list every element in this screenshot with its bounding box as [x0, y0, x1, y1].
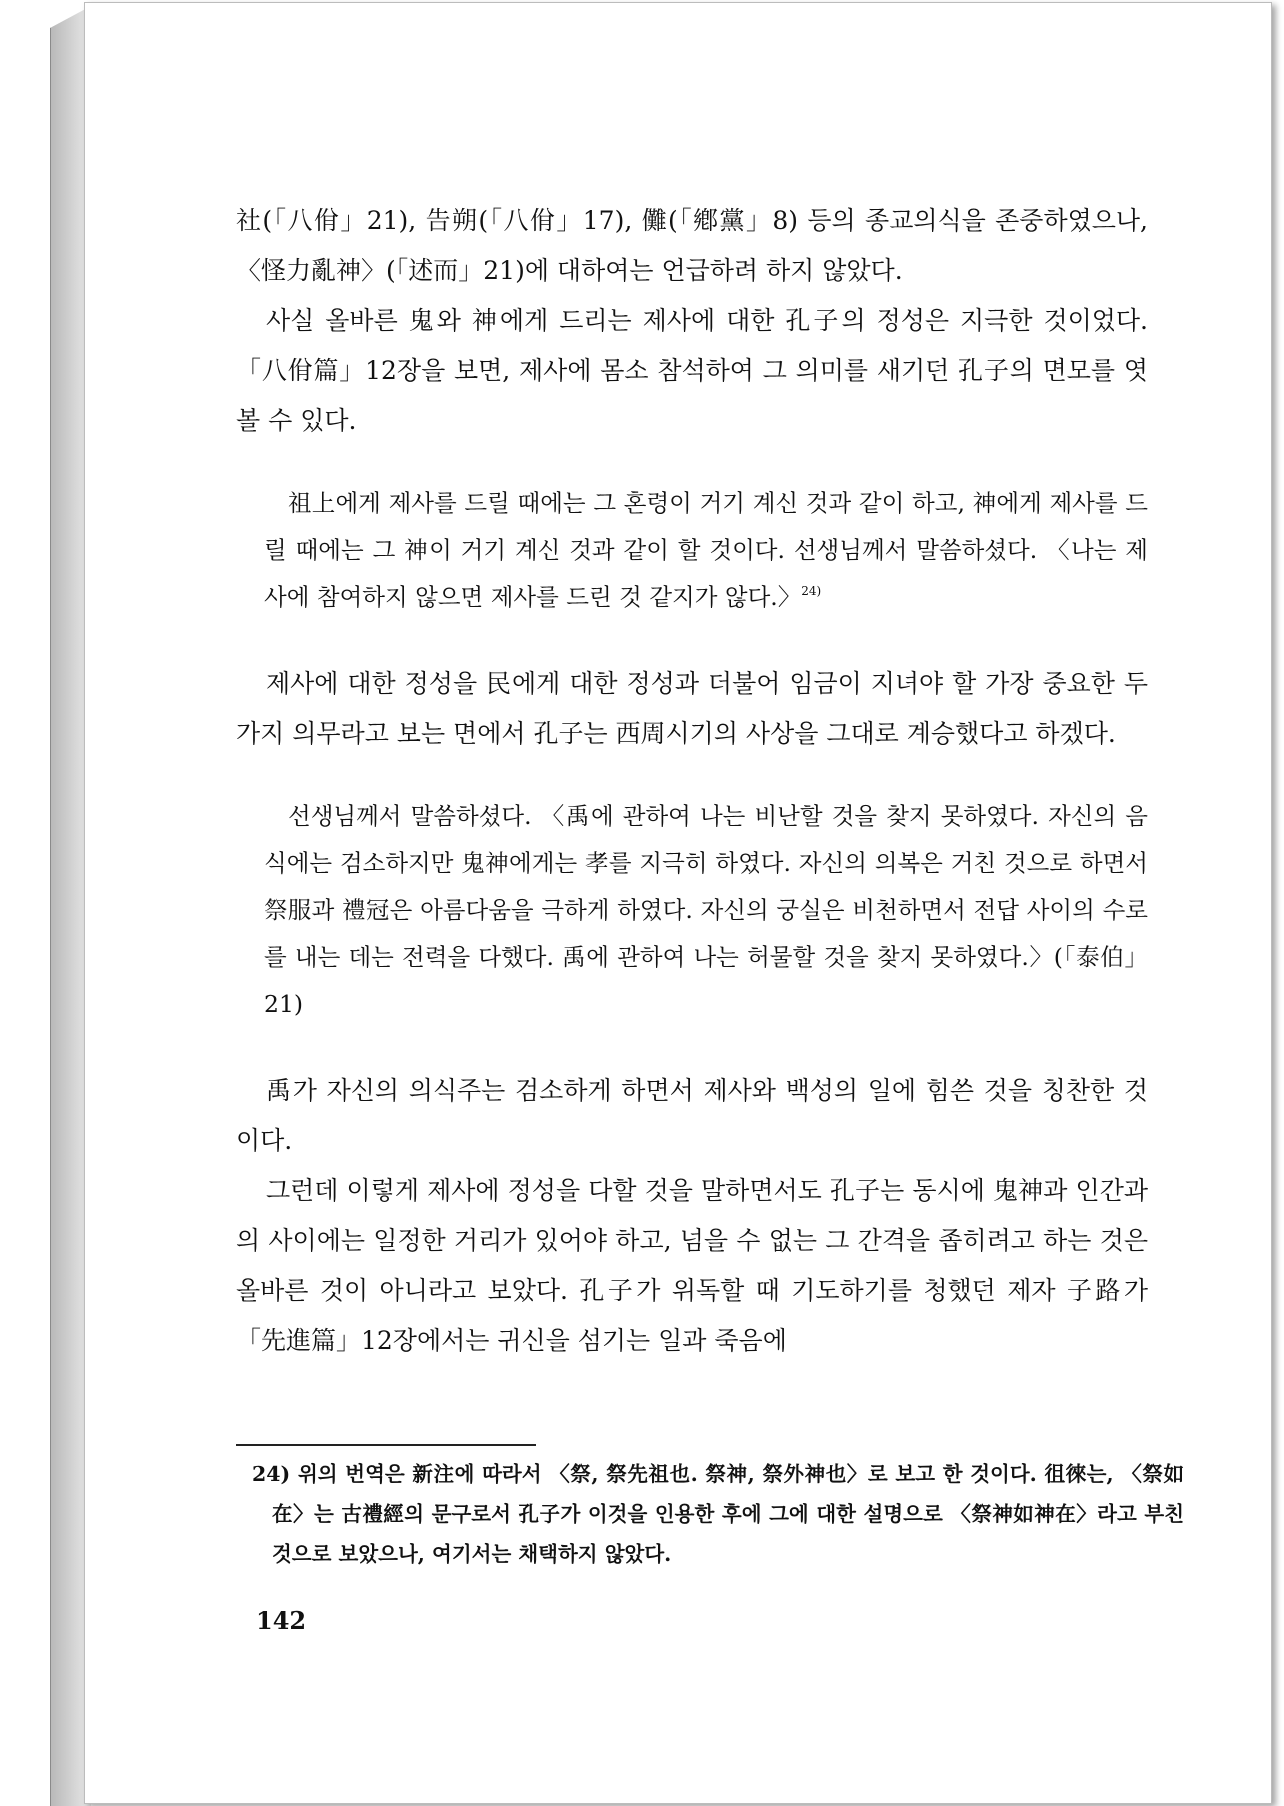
spacer	[236, 1028, 1148, 1066]
paragraph-3: 제사에 대한 정성을 民에게 대한 정성과 더불어 임금이 지녀야 할 가장 중요한 두 가지 의무라고 보는 면에서 孔子는 西周시기의 사상을 그대로 계승했다고 하겠다.	[236, 669, 1148, 748]
footnote-divider	[236, 1444, 536, 1446]
paragraph-1: 社(「八佾」21), 告朔(「八佾」17), 儺(「鄕黨」8) 등의 종교의식을 존중하였으나, 〈怪力亂神〉(「述而」21)에 대하여는 언급하려 하지 않았다.	[236, 206, 1148, 285]
footnote-ref-24: 24)	[801, 584, 822, 598]
spacer	[236, 621, 1148, 659]
block-quote-1-text: 祖上에게 제사를 드릴 때에는 그 혼령이 거기 계신 것과 같이 하고, 神에게 제사를 드릴 때에는 그 神이 거기 계신 것과 같이 할 것이다. 선생님께서 말씀하셨다. 〈나는 제사에 참여하지 않으면 제사를 드린 것 같지가 않다.〉	[264, 489, 1148, 611]
spacer	[236, 759, 1148, 793]
page-body	[236, 196, 1148, 1366]
page-number: 142	[256, 1606, 307, 1635]
block-quote-1	[236, 480, 1148, 621]
footnote-24: 24) 위의 번역은 新注에 따라서 〈祭, 祭先祖也. 祭神, 祭外神也〉로 보고 한 것이다. 徂徠는, 〈祭如在〉는 古禮經의 문구로서 孔子가 이것을 인용한 후에 그에 대한 설명으로 〈祭神如神在〉라고 부친 것으로 보았으나, 여기서는 채택하지 않았다.	[252, 1462, 1184, 1566]
paragraph-2: 사실 올바른 鬼와 神에게 드리는 제사에 대한 孔子의 정성은 지극한 것이었다.「八佾篇」12장을 보면, 제사에 몸소 참석하여 그 의미를 새기던 孔子의 면모를 엿볼 수 있다.	[236, 306, 1148, 435]
paragraph-4: 禹가 자신의 의식주는 검소하게 하면서 제사와 백성의 일에 힘쓴 것을 칭찬한 것이다.	[236, 1076, 1148, 1155]
paragraph-5: 그런데 이렇게 제사에 정성을 다할 것을 말하면서도 孔子는 동시에 鬼神과 인간과의 사이에는 일정한 거리가 있어야 하고, 넘을 수 없는 그 간격을 좁히려고 하는 것은 올바른 것이 아니라고 보았다. 孔子가 위독할 때 기도하기를 청했던 제자 子路가「先進篇」12장에서는 귀신을 섬기는 일과 죽음에	[236, 1176, 1148, 1355]
spacer	[236, 446, 1148, 480]
block-quote-2: 선생님께서 말씀하셨다. 〈禹에 관하여 나는 비난할 것을 찾지 못하였다. 자신의 음식에는 검소하지만 鬼神에게는 孝를 지극히 하였다. 자신의 의복은 거친 것으로 하면서 祭服과 禮冠은 아름다움을 극하게 하였다. 자신의 궁실은 비천하면서 전답 사이의 수로를 내는 데는 전력을 다했다. 禹에 관하여 나는 허물할 것을 찾지 못하였다.〉(「泰伯」21)	[264, 802, 1148, 1018]
